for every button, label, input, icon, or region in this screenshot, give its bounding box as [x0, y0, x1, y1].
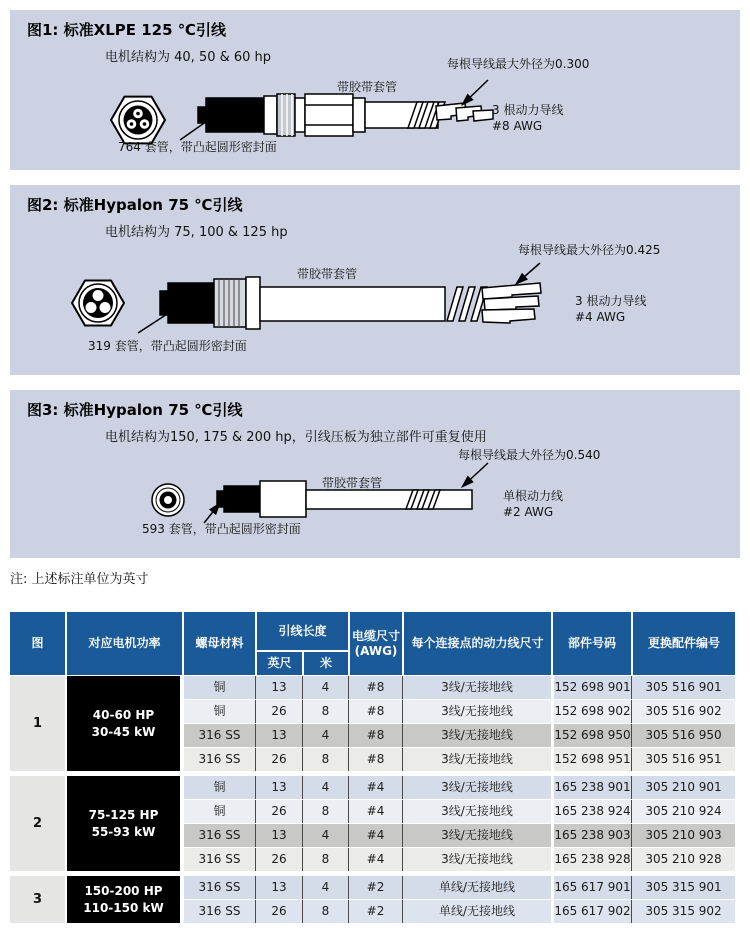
cell-part-number: 152 698 901	[551, 676, 631, 699]
cell-feet: 13	[255, 724, 302, 747]
header-feet: 英尺	[255, 650, 302, 675]
cell-replacement: 305 315 901	[631, 876, 735, 899]
cell-replacement: 305 315 902	[631, 900, 735, 923]
figure2-panel	[10, 185, 740, 375]
cell-awg: #8	[348, 748, 402, 771]
max-od-label: 每根导线最大外径为0.300	[447, 57, 590, 71]
cell-feet: 13	[255, 824, 302, 847]
cell-material: 铜	[182, 700, 255, 723]
cell-feet: 13	[255, 876, 302, 899]
cell-meters: 8	[302, 748, 348, 771]
cell-meters: 4	[302, 724, 348, 747]
figure1-subtitle: 电机结构为 40, 50 & 60 hp	[105, 50, 272, 65]
group3-power-cell: 150-200 HP 110-150 kW	[65, 876, 182, 923]
cell-replacement: 305 516 902	[631, 700, 735, 723]
cell-awg: #2	[348, 876, 402, 899]
cell-awg: #8	[348, 676, 402, 699]
cell-awg: #2	[348, 900, 402, 923]
cell-material: 316 SS	[182, 900, 255, 923]
header-meters: 米	[302, 650, 348, 675]
header-cable-size: 电缆尺寸 (AWG)	[348, 612, 402, 675]
sleeve-label: 319 套管，带凸起圆形密封面	[88, 339, 247, 353]
cell-awg: #4	[348, 800, 402, 823]
cell-material: 316 SS	[182, 748, 255, 771]
cell-feet: 26	[255, 700, 302, 723]
parts-table-body	[10, 676, 735, 923]
max-od-pointer-arrow	[462, 463, 488, 487]
cell-material: 铜	[182, 800, 255, 823]
cell-power-wire: 3线/无接地线	[402, 700, 551, 723]
cell-awg: #8	[348, 724, 402, 747]
cell-meters: 4	[302, 676, 348, 699]
cell-awg: #8	[348, 700, 402, 723]
cell-power-wire: 3线/无接地线	[402, 848, 551, 871]
cell-feet: 26	[255, 748, 302, 771]
cell-part-number: 165 238 924	[551, 800, 631, 823]
cell-replacement: 305 516 951	[631, 748, 735, 771]
max-od-pointer-arrow	[462, 80, 488, 105]
connector-side-view	[160, 277, 541, 329]
units-note: 注: 上述标注单位为英寸	[10, 572, 149, 587]
power-wires-label: 3 根动力导线 #8 AWG	[492, 103, 564, 134]
cell-replacement: 305 210 901	[631, 776, 735, 799]
cell-feet: 26	[255, 800, 302, 823]
cell-power-wire: 3线/无接地线	[402, 676, 551, 699]
group2-fig-cell: 2	[10, 776, 65, 871]
cell-material: 316 SS	[182, 824, 255, 847]
header-replacement-number: 更换配件编号	[631, 612, 735, 675]
tape-sleeve-label: 带胶带套管	[337, 80, 398, 94]
figure3-title: 图3: 标准Hypalon 75 ℃引线	[27, 401, 243, 419]
cell-replacement: 305 516 950	[631, 724, 735, 747]
tape-sleeve-label: 带胶带套管	[322, 476, 383, 490]
cell-meters: 4	[302, 776, 348, 799]
cell-power-wire: 3线/无接地线	[402, 824, 551, 847]
cell-part-number: 165 238 928	[551, 848, 631, 871]
connector-end-view-icon	[152, 484, 184, 516]
power-wires-label: 3 根动力导线 #4 AWG	[575, 294, 647, 325]
header-power-wire-size: 每个连接点的动力线尺寸	[402, 612, 551, 675]
header-part-number: 部件号码	[551, 612, 631, 675]
cell-power-wire: 3线/无接地线	[402, 776, 551, 799]
max-od-label: 每根导线最大外径为0.425	[518, 243, 661, 257]
figure3-subtitle: 电机结构为150, 175 & 200 hp，引线压板为独立部件可重复使用	[105, 430, 487, 445]
connector-side-view	[198, 94, 493, 136]
cell-replacement: 305 210 903	[631, 824, 735, 847]
power-wires-label: 单根动力线 #2 AWG	[503, 489, 564, 520]
cell-awg: #4	[348, 776, 402, 799]
cell-feet: 13	[255, 776, 302, 799]
group1-fig-cell: 1	[10, 676, 65, 771]
header-lead-length: 引线长度	[255, 612, 348, 650]
cell-power-wire: 3线/无接地线	[402, 800, 551, 823]
figure1-title: 图1: 标准XLPE 125 ℃引线	[27, 21, 226, 39]
cell-material: 316 SS	[182, 848, 255, 871]
cell-meters: 8	[302, 700, 348, 723]
header-nut-material: 螺母材料	[182, 612, 255, 675]
cell-meters: 8	[302, 800, 348, 823]
cell-part-number: 152 698 950	[551, 724, 631, 747]
cell-awg: #4	[348, 824, 402, 847]
connector-end-view-icon	[72, 281, 124, 326]
cell-material: 铜	[182, 676, 255, 699]
cell-material: 316 SS	[182, 724, 255, 747]
sleeve-label: 764 套管，带凸起圆形密封面	[118, 140, 277, 154]
cell-replacement: 305 210 928	[631, 848, 735, 871]
cell-part-number: 165 617 902	[551, 900, 631, 923]
figure2-title: 图2: 标准Hypalon 75 ℃引线	[27, 196, 243, 214]
cell-part-number: 165 617 901	[551, 876, 631, 899]
cell-replacement: 305 210 924	[631, 800, 735, 823]
tape-sleeve-label: 带胶带套管	[297, 267, 358, 281]
group1-power-cell: 40-60 HP 30-45 kW	[65, 676, 182, 771]
connector-end-view-icon	[111, 97, 165, 144]
figure1-panel	[10, 10, 740, 170]
cell-power-wire: 单线/无接地线	[402, 876, 551, 899]
sleeve-label: 593 套管，带凸起圆形密封面	[142, 522, 301, 536]
cell-part-number: 152 698 951	[551, 748, 631, 771]
cell-feet: 13	[255, 676, 302, 699]
figure2-subtitle: 电机结构为 75, 100 & 125 hp	[105, 225, 288, 240]
cell-awg: #4	[348, 848, 402, 871]
cell-feet: 26	[255, 848, 302, 871]
cell-part-number: 165 238 903	[551, 824, 631, 847]
cell-material: 铜	[182, 776, 255, 799]
group2-power-cell: 75-125 HP 55-93 kW	[65, 776, 182, 871]
cell-power-wire: 3线/无接地线	[402, 748, 551, 771]
cell-meters: 8	[302, 848, 348, 871]
header-fig: 图	[10, 612, 65, 675]
cell-part-number: 165 238 901	[551, 776, 631, 799]
cell-meters: 4	[302, 876, 348, 899]
cell-replacement: 305 516 901	[631, 676, 735, 699]
parts-table-header	[10, 612, 735, 675]
cell-power-wire: 单线/无接地线	[402, 900, 551, 923]
cell-material: 316 SS	[182, 876, 255, 899]
cell-feet: 26	[255, 900, 302, 923]
cell-power-wire: 3线/无接地线	[402, 724, 551, 747]
cell-part-number: 152 698 902	[551, 700, 631, 723]
group3-fig-cell: 3	[10, 876, 65, 923]
figure3-panel	[10, 390, 740, 558]
max-od-pointer-arrow	[516, 263, 540, 284]
header-motor-power: 对应电机功率	[65, 612, 182, 675]
cell-meters: 4	[302, 824, 348, 847]
cell-meters: 8	[302, 900, 348, 923]
max-od-label: 每根导线最大外径为0.540	[458, 448, 601, 462]
